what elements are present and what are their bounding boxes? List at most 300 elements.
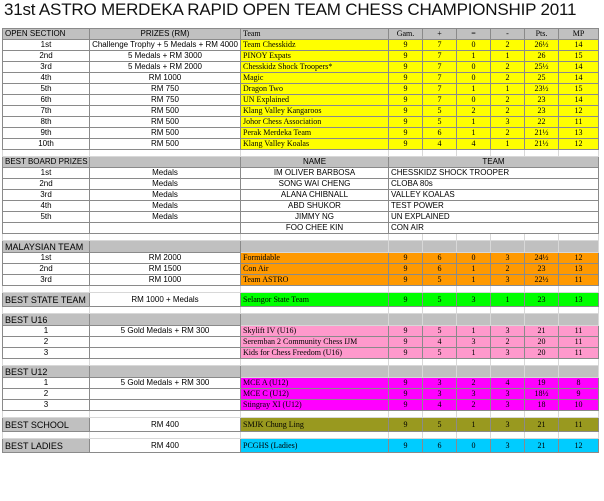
losses-cell: 1 [491,84,525,95]
empty-cell [525,411,559,418]
place-cell: 1st [3,168,90,179]
games-cell: 9 [389,378,423,389]
prize-cell [90,389,241,400]
match-points-cell: 10 [559,400,599,411]
team-row [3,400,599,411]
points-cell: 20 [525,337,559,348]
place-cell: 9th [3,128,90,139]
games-cell: 9 [389,418,423,432]
team-name-cell: MCE C (U12) [241,389,389,400]
match-points-cell: 8 [559,378,599,389]
place-cell: 3 [3,348,90,359]
empty-cell [423,307,457,314]
player-team-cell: UN EXPLAINED [389,212,599,223]
empty-cell [423,314,457,326]
draws-cell: 3 [457,389,491,400]
draws-cell: 2 [457,106,491,117]
draws-cell: 0 [457,62,491,73]
wins-cell: 5 [423,326,457,337]
empty-cell [457,359,491,366]
player-team-cell: CHESSKIDZ SHOCK TROOPER [389,168,599,179]
section-label: BEST U16 [3,314,90,326]
empty-cell [525,286,559,293]
points-cell: 26 [525,51,559,62]
prize-cell: Medals [90,212,241,223]
draws-cell: 1 [457,128,491,139]
losses-cell: 3 [491,326,525,337]
match-points-cell: 11 [559,326,599,337]
losses-cell: 2 [491,73,525,84]
empty-cell [423,150,457,157]
empty-cell [90,286,241,293]
games-cell: 9 [389,128,423,139]
spacer-row [3,150,599,157]
malaysian-team-header-row [3,241,599,253]
empty-cell [241,366,389,378]
prize-cell: Medals [90,168,241,179]
match-points-cell: 14 [559,95,599,106]
best-u12-header-row [3,366,599,378]
match-points-cell: 11 [559,117,599,128]
empty-cell [423,366,457,378]
empty-cell [457,307,491,314]
team-row [3,95,599,106]
team-name-cell: Chesskidz Shock Troopers* [241,62,389,73]
empty-cell [423,234,457,241]
place-cell: 4th [3,201,90,212]
spacer-row [3,432,599,439]
wins-cell: 7 [423,51,457,62]
match-points-cell: 9 [559,389,599,400]
losses-cell: 1 [491,51,525,62]
points-cell: 20 [525,348,559,359]
draws-cell: 0 [457,95,491,106]
empty-cell [491,359,525,366]
place-cell: 6th [3,95,90,106]
team-name-cell: Team Chesskidz [241,40,389,51]
empty-cell [389,366,423,378]
empty-cell [559,432,599,439]
prize-cell: 5 Medals + RM 2000 [90,62,241,73]
section-header: OPEN SECTION [3,29,90,40]
games-cell: 9 [389,73,423,84]
spacer-row [3,411,599,418]
empty-cell [559,411,599,418]
team-row [3,139,599,150]
points-cell: 23 [525,264,559,275]
losses-cell: 3 [491,348,525,359]
empty-cell [389,286,423,293]
empty-cell [241,241,389,253]
draws-header: = [457,29,491,40]
team-name-cell: Klang Valley Koalas [241,139,389,150]
draws-cell: 1 [457,117,491,128]
board-prize-row [3,179,599,190]
losses-cell: 4 [491,378,525,389]
games-cell: 9 [389,106,423,117]
prize-cell [90,337,241,348]
wins-cell: 5 [423,418,457,432]
prize-cell: Challenge Trophy + 5 Medals + RM 4000 [90,40,241,51]
empty-cell [90,366,241,378]
wins-cell: 5 [423,275,457,286]
spacer-row [3,286,599,293]
place-cell: 1 [3,326,90,337]
wins-cell: 7 [423,84,457,95]
games-cell: 9 [389,95,423,106]
team-row [3,348,599,359]
games-cell: 9 [389,139,423,150]
losses-cell: 2 [491,128,525,139]
points-cell: 23 [525,293,559,307]
losses-cell: 3 [491,117,525,128]
empty-cell [491,307,525,314]
empty-cell [457,432,491,439]
points-cell: 19 [525,378,559,389]
match-points-cell: 15 [559,51,599,62]
match-points-cell: 15 [559,84,599,95]
empty-cell [525,359,559,366]
draws-cell: 4 [457,139,491,150]
empty-cell [90,234,241,241]
draws-cell: 3 [457,337,491,348]
empty-cell [559,307,599,314]
points-cell: 23 [525,106,559,117]
wins-cell: 4 [423,400,457,411]
match_points-header: MP [559,29,599,40]
games-cell: 9 [389,40,423,51]
player-name-cell: FOO CHEE KIN [241,223,389,234]
wins-cell: 6 [423,439,457,453]
player-team-cell: CLOBA 80s [389,179,599,190]
wins-cell: 7 [423,62,457,73]
player-name-cell: JIMMY NG [241,212,389,223]
prize-cell: RM 2000 [90,253,241,264]
empty-cell [559,314,599,326]
empty-cell [389,241,423,253]
spacer-row [3,359,599,366]
board-prizes-header-row [3,157,599,168]
wins-cell: 5 [423,293,457,307]
place-cell: 1st [3,40,90,51]
empty-cell [525,241,559,253]
place-cell: 5th [3,212,90,223]
place-cell: 10th [3,139,90,150]
prize-cell: RM 500 [90,117,241,128]
empty-cell [525,150,559,157]
points-cell: 18½ [525,389,559,400]
empty-cell [3,286,90,293]
empty-cell [423,241,457,253]
prize-cell [90,400,241,411]
wins-header: + [423,29,457,40]
wins-cell: 5 [423,348,457,359]
draws-cell: 2 [457,378,491,389]
empty-cell [241,234,389,241]
empty-cell [491,234,525,241]
wins-cell: 3 [423,378,457,389]
losses-cell: 2 [491,337,525,348]
prize-cell: 5 Gold Medals + RM 300 [90,378,241,389]
empty-cell [241,150,389,157]
place-cell: 3rd [3,190,90,201]
team-row [3,73,599,84]
team-row [3,337,599,348]
games-cell: 9 [389,117,423,128]
name-header: NAME [241,157,389,168]
wins-cell: 5 [423,106,457,117]
games-cell: 9 [389,51,423,62]
draws-cell: 2 [457,400,491,411]
empty-cell [491,314,525,326]
wins-cell: 7 [423,95,457,106]
empty-cell [491,411,525,418]
empty-cell [525,307,559,314]
draws-cell: 1 [457,84,491,95]
wins-cell: 3 [423,389,457,400]
empty-cell [90,411,241,418]
empty-cell [90,307,241,314]
empty-cell [241,314,389,326]
board-prize-row [3,223,599,234]
team-row [3,62,599,73]
team-row [3,84,599,95]
prize-cell: RM 750 [90,84,241,95]
prize-cell: RM 500 [90,139,241,150]
empty-cell [559,366,599,378]
team-name-cell: Perak Merdeka Team [241,128,389,139]
match-points-cell: 13 [559,264,599,275]
points-cell: 18 [525,400,559,411]
games-cell: 9 [389,439,423,453]
match-points-cell: 14 [559,73,599,84]
place-cell: 3rd [3,275,90,286]
empty-cell [559,150,599,157]
games-cell: 9 [389,264,423,275]
losses-cell: 3 [491,389,525,400]
team-name-cell: Klang Valley Kangaroos [241,106,389,117]
team-name-cell: PINOY Expats [241,51,389,62]
draws-cell: 1 [457,348,491,359]
place-cell: 4th [3,73,90,84]
team-name-cell: Con Air [241,264,389,275]
empty-cell [491,366,525,378]
empty-cell [3,150,90,157]
empty-cell [559,234,599,241]
team-row [3,326,599,337]
points-cell: 23½ [525,84,559,95]
match-points-cell: 12 [559,106,599,117]
wins-cell: 6 [423,264,457,275]
spacer-row [3,234,599,241]
points-cell: 21½ [525,139,559,150]
best-ladies-row [3,439,599,453]
team-row [3,378,599,389]
team-name-cell: PCGHS (Ladies) [241,439,389,453]
prize-cell: RM 1500 [90,264,241,275]
games-header: Gam. [389,29,423,40]
empty-cell [525,366,559,378]
team-name-cell: Skylift IV (U16) [241,326,389,337]
team-row [3,40,599,51]
points-cell: 23 [525,95,559,106]
empty-cell [559,241,599,253]
empty-cell [491,241,525,253]
wins-cell: 7 [423,40,457,51]
match-points-cell: 13 [559,293,599,307]
losses-cell: 1 [491,139,525,150]
match-points-cell: 11 [559,337,599,348]
prizes-header: PRIZES (RM) [90,29,241,40]
match-points-cell: 11 [559,275,599,286]
empty-cell [90,432,241,439]
empty-cell [423,359,457,366]
wins-cell: 5 [423,117,457,128]
empty-cell [491,150,525,157]
games-cell: 9 [389,253,423,264]
empty-cell [525,234,559,241]
empty-cell [423,411,457,418]
team-name-cell: Seremban 2 Community Chess IJM [241,337,389,348]
draws-cell: 0 [457,253,491,264]
team-name-cell: UN Explained [241,95,389,106]
empty-cell [525,432,559,439]
player-team-cell: CON AIR [389,223,599,234]
losses-cell: 2 [491,62,525,73]
player-name-cell: ALANA CHIBNALL [241,190,389,201]
player-name-cell: IM OLIVER BARBOSA [241,168,389,179]
prize-cell: RM 500 [90,128,241,139]
place-cell: 1 [3,378,90,389]
games-cell: 9 [389,337,423,348]
empty-cell [457,314,491,326]
games-cell: 9 [389,275,423,286]
draws-cell: 1 [457,275,491,286]
points-cell: 22 [525,117,559,128]
prize-cell: RM 1000 [90,275,241,286]
draws-cell: 1 [457,264,491,275]
empty-cell [559,286,599,293]
team-name-cell: SMJK Chung Ling [241,418,389,432]
draws-cell: 1 [457,51,491,62]
wins-cell: 4 [423,139,457,150]
losses-cell: 2 [491,95,525,106]
best-state-row [3,293,599,307]
prize-cell: RM 1000 [90,73,241,84]
section-label: BEST LADIES [3,439,90,453]
empty-cell [3,432,90,439]
empty-cell [423,432,457,439]
team-row [3,128,599,139]
empty-cell [457,241,491,253]
losses-cell: 2 [491,106,525,117]
empty-cell [90,314,241,326]
results-table [2,28,599,453]
board-prize-row [3,168,599,179]
prize-cell: RM 1000 + Medals [90,293,241,307]
match-points-cell: 11 [559,418,599,432]
team-name-cell: Team ASTRO [241,275,389,286]
board-prize-row [3,212,599,223]
team-row [3,389,599,400]
empty-cell [241,307,389,314]
empty-cell [457,234,491,241]
prize-cell [90,223,241,234]
team-name-cell: Magic [241,73,389,84]
team-name-cell: Kids for Chess Freedom (U16) [241,348,389,359]
empty-cell [491,432,525,439]
team-row [3,264,599,275]
games-cell: 9 [389,293,423,307]
points-cell: 26½ [525,40,559,51]
section-label: MALAYSIAN TEAM [3,241,90,253]
empty-cell [389,411,423,418]
board-prize-row [3,190,599,201]
losses-cell: 1 [491,293,525,307]
empty-cell [3,359,90,366]
place-cell: 7th [3,106,90,117]
player-name-cell: ABD SHUKOR [241,201,389,212]
team-name-cell: Dragon Two [241,84,389,95]
empty-cell [90,241,241,253]
team-row [3,253,599,264]
place-cell: 2 [3,337,90,348]
team-name-cell: Johor Chess Association [241,117,389,128]
points-header: Pts. [525,29,559,40]
points-cell: 21½ [525,128,559,139]
points-cell: 21 [525,439,559,453]
team-header: TEAM [389,157,599,168]
team-name-cell: Selangor State Team [241,293,389,307]
place-cell: 3rd [3,62,90,73]
team-name-cell: Stingray XI (U12) [241,400,389,411]
losses-cell: 3 [491,400,525,411]
empty-cell [491,286,525,293]
wins-cell: 4 [423,337,457,348]
empty-cell [389,307,423,314]
wins-cell: 6 [423,128,457,139]
points-cell: 24½ [525,253,559,264]
empty-cell [90,359,241,366]
losses-cell: 2 [491,40,525,51]
prize-cell: RM 500 [90,106,241,117]
empty-cell [241,286,389,293]
prize-cell: Medals [90,201,241,212]
match-points-cell: 13 [559,128,599,139]
losses-cell: 2 [491,264,525,275]
place-cell: 1st [3,253,90,264]
place-cell [3,223,90,234]
empty-cell [3,234,90,241]
place-cell: 5th [3,84,90,95]
draws-cell: 1 [457,418,491,432]
games-cell: 9 [389,62,423,73]
losses-cell: 3 [491,418,525,432]
prize-cell: RM 750 [90,95,241,106]
empty-cell [423,286,457,293]
empty-cell [457,286,491,293]
place-cell: 3 [3,400,90,411]
empty-cell [90,157,241,168]
empty-cell [389,234,423,241]
points-cell: 21 [525,418,559,432]
losses-cell: 3 [491,439,525,453]
prize-cell: RM 400 [90,439,241,453]
place-cell: 2nd [3,264,90,275]
draws-cell: 0 [457,40,491,51]
points-cell: 22½ [525,275,559,286]
empty-cell [457,150,491,157]
